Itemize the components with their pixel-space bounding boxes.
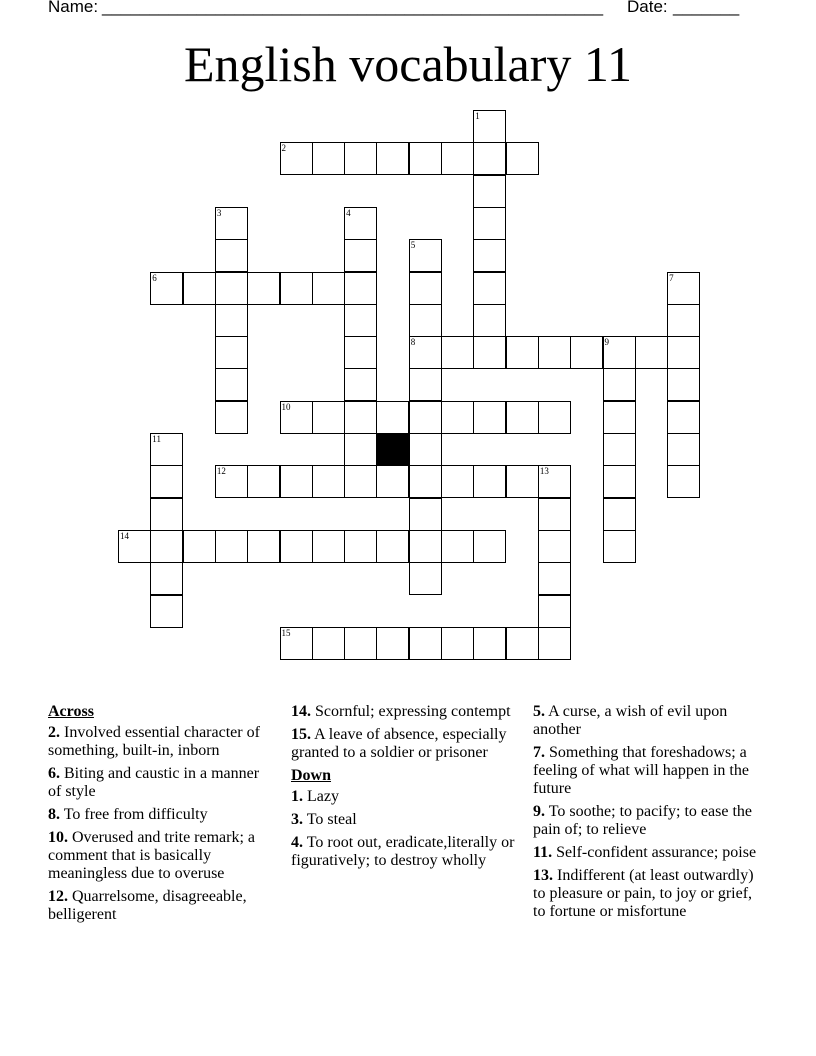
grid-cell[interactable] [344, 465, 377, 498]
grid-cell[interactable] [506, 465, 539, 498]
grid-cell[interactable] [667, 336, 700, 369]
clue-number: 14 [120, 530, 129, 541]
down-clue: 1. Lazy [291, 788, 339, 805]
name-label: Name: [48, 0, 99, 16]
grid-cell[interactable] [538, 562, 571, 595]
grid-cell[interactable] [215, 401, 248, 434]
grid-cell[interactable] [667, 368, 700, 401]
grid-cell[interactable] [667, 465, 700, 498]
grid-cell[interactable] [473, 239, 506, 272]
across-clue: 8. To free from difficulty [48, 806, 208, 823]
across-clue: 15. A leave of absence, especially granted to a soldier or prisoner [291, 726, 507, 761]
clue-number: 3 [216, 207, 222, 218]
clue-number: 4 [346, 207, 351, 218]
grid-cell[interactable] [667, 401, 700, 434]
grid-cell[interactable] [312, 401, 345, 434]
clue-number: 10 [281, 401, 291, 412]
grid-cell[interactable] [344, 272, 377, 305]
grid-cell[interactable] [603, 368, 636, 401]
grid-cell[interactable] [215, 530, 248, 563]
grid-cell[interactable] [150, 272, 183, 305]
grid-cell[interactable] [280, 272, 313, 305]
grid-cell[interactable] [280, 627, 313, 660]
grid-cell[interactable] [150, 530, 183, 563]
grid-cell[interactable] [312, 465, 345, 498]
grid-cell[interactable] [603, 530, 636, 563]
clue-number: 6 [152, 272, 157, 283]
across-clue: 10. Overused and trite remark; a comment that is basically meaningless due to overuse [48, 829, 256, 882]
grid-cell[interactable] [409, 562, 442, 595]
grid-cell[interactable] [312, 142, 345, 175]
grid-cell[interactable] [150, 433, 183, 466]
grid-cell[interactable] [506, 627, 539, 660]
grid-cell[interactable] [344, 530, 377, 563]
grid-cell[interactable] [409, 465, 442, 498]
grid-cell[interactable] [538, 465, 571, 498]
grid-cell[interactable] [538, 336, 571, 369]
grid-cell[interactable] [344, 627, 377, 660]
grid-cell[interactable] [538, 595, 571, 628]
grid-cell[interactable] [215, 336, 248, 369]
grid-cell[interactable] [312, 272, 345, 305]
grid-cell[interactable] [409, 627, 442, 660]
grid-cell[interactable] [344, 239, 377, 272]
grid-cell[interactable] [150, 562, 183, 595]
page-title: English vocabulary 11 [183, 36, 633, 92]
clue-number: 13 [539, 466, 549, 477]
grid-cell[interactable] [473, 627, 506, 660]
grid-cell[interactable] [183, 530, 216, 563]
grid-cell[interactable] [667, 304, 700, 337]
across-clue: 14. Scornful; expressing contempt [291, 703, 511, 720]
down-clue: 9. To soothe; to pacify; to ease the pain of; to relieve [533, 803, 752, 838]
clue-number: 7 [669, 272, 674, 283]
grid-cell[interactable] [603, 465, 636, 498]
grid-cell[interactable] [150, 465, 183, 498]
down-clue: 3. To steal [291, 811, 357, 828]
grid-cell[interactable] [473, 207, 506, 240]
grid-cell[interactable] [118, 530, 151, 563]
grid-cell[interactable] [312, 627, 345, 660]
clues-column-2 [291, 703, 516, 875]
black-square [376, 433, 409, 466]
down-clue: 7. Something that foreshadows; a feeling of what will happen in the future [533, 744, 749, 797]
grid-cell[interactable] [344, 401, 377, 434]
clues-column-1 [48, 703, 273, 929]
down-clue: 11. Self-confident assurance; poise [533, 844, 757, 861]
grid-cell[interactable] [603, 498, 636, 531]
grid-cell[interactable] [312, 530, 345, 563]
grid-cell[interactable] [441, 627, 474, 660]
grid-cell[interactable] [376, 627, 409, 660]
grid-cell[interactable] [441, 530, 474, 563]
grid-cell[interactable] [603, 401, 636, 434]
grid-cell[interactable] [344, 336, 377, 369]
grid-cell[interactable] [280, 142, 313, 175]
grid-cell[interactable] [280, 465, 313, 498]
grid-cell[interactable] [215, 465, 248, 498]
grid-cell[interactable] [506, 142, 539, 175]
grid-cell[interactable] [538, 627, 571, 660]
grid-cell[interactable] [344, 304, 377, 337]
clue-number: 11 [152, 434, 161, 444]
grid-cell[interactable] [538, 530, 571, 563]
down-clue: 13. Indifferent (at least outwardly) to pleasure or pain, to joy or grief, to fortune or misfortune [533, 867, 754, 920]
grid-cell[interactable] [603, 336, 636, 369]
grid-cell[interactable] [473, 272, 506, 305]
grid-cell[interactable] [441, 465, 474, 498]
grid-cell[interactable] [376, 401, 409, 434]
grid-cell[interactable] [506, 401, 539, 434]
grid-cell[interactable] [473, 175, 506, 208]
grid-cell[interactable] [667, 433, 700, 466]
grid-cell[interactable] [215, 272, 248, 305]
grid-cell[interactable] [247, 272, 280, 305]
grid-cell[interactable] [473, 304, 506, 337]
grid-cell[interactable] [215, 368, 248, 401]
grid-cell[interactable] [409, 368, 442, 401]
clue-number: 12 [216, 466, 226, 477]
grid-cell[interactable] [409, 272, 442, 305]
across-clue: 2. Involved essential character of something, built-in, inborn [48, 724, 260, 759]
clue-number: 15 [281, 627, 291, 638]
grid-cell[interactable] [376, 530, 409, 563]
across-clue: 12. Quarrelsome, disagreeable, belligerent [48, 888, 247, 923]
grid-cell[interactable] [409, 401, 442, 434]
grid-cell[interactable] [409, 498, 442, 531]
grid-cell[interactable] [150, 595, 183, 628]
grid-cell[interactable] [280, 530, 313, 563]
grid-cell[interactable] [215, 239, 248, 272]
clue-number: 5 [410, 240, 416, 251]
grid-cell[interactable] [183, 272, 216, 305]
grid-cell[interactable] [376, 465, 409, 498]
grid-cell[interactable] [247, 465, 280, 498]
grid-cell[interactable] [603, 433, 636, 466]
grid-cell[interactable] [215, 304, 248, 337]
down-clue: 4. To root out, eradicate,literally or figuratively; to destroy wholly [291, 834, 515, 869]
grid-cell[interactable] [473, 465, 506, 498]
name-field[interactable]: _____________________________________________________ [102, 0, 604, 16]
clue-number: 2 [281, 143, 286, 154]
clue-number: 8 [410, 337, 416, 348]
grid-cell[interactable] [635, 336, 668, 369]
grid-cell[interactable] [150, 498, 183, 531]
grid-cell[interactable] [441, 336, 474, 369]
grid-cell[interactable] [409, 304, 442, 337]
across-clue: 6. Biting and caustic in a manner of style [48, 765, 260, 800]
clues-column-3 [533, 703, 766, 926]
grid-cell[interactable] [441, 401, 474, 434]
grid-cell[interactable] [473, 336, 506, 369]
grid-cell[interactable] [538, 498, 571, 531]
date-field[interactable]: _______ [673, 0, 740, 16]
grid-cell[interactable] [473, 401, 506, 434]
down-heading: Down [291, 767, 332, 784]
grid-cell[interactable] [344, 368, 377, 401]
grid-cell[interactable] [409, 336, 442, 369]
grid-cell[interactable] [473, 530, 506, 563]
grid-cell[interactable] [215, 207, 248, 240]
grid-cell[interactable] [280, 401, 313, 434]
grid-cell[interactable] [473, 142, 506, 175]
grid-cell[interactable] [538, 401, 571, 434]
grid-cell[interactable] [473, 110, 506, 143]
grid-cell[interactable] [409, 142, 442, 175]
grid-cell[interactable] [344, 207, 377, 240]
grid-cell[interactable] [570, 336, 603, 369]
across-heading: Across [48, 703, 94, 720]
grid-cell[interactable] [409, 530, 442, 563]
grid-cell[interactable] [506, 336, 539, 369]
date-label: Date: [627, 0, 668, 16]
grid-cell[interactable] [409, 433, 442, 466]
down-clue: 5. A curse, a wish of evil upon another [533, 703, 728, 738]
clue-number: 1 [475, 111, 480, 121]
grid-cell[interactable] [247, 530, 280, 563]
grid-cell[interactable] [376, 142, 409, 175]
grid-cell[interactable] [667, 272, 700, 305]
grid-cell[interactable] [409, 239, 442, 272]
grid-cell[interactable] [441, 142, 474, 175]
grid-cell[interactable] [344, 142, 377, 175]
grid-cell[interactable] [344, 433, 377, 466]
clue-number: 9 [604, 337, 609, 348]
